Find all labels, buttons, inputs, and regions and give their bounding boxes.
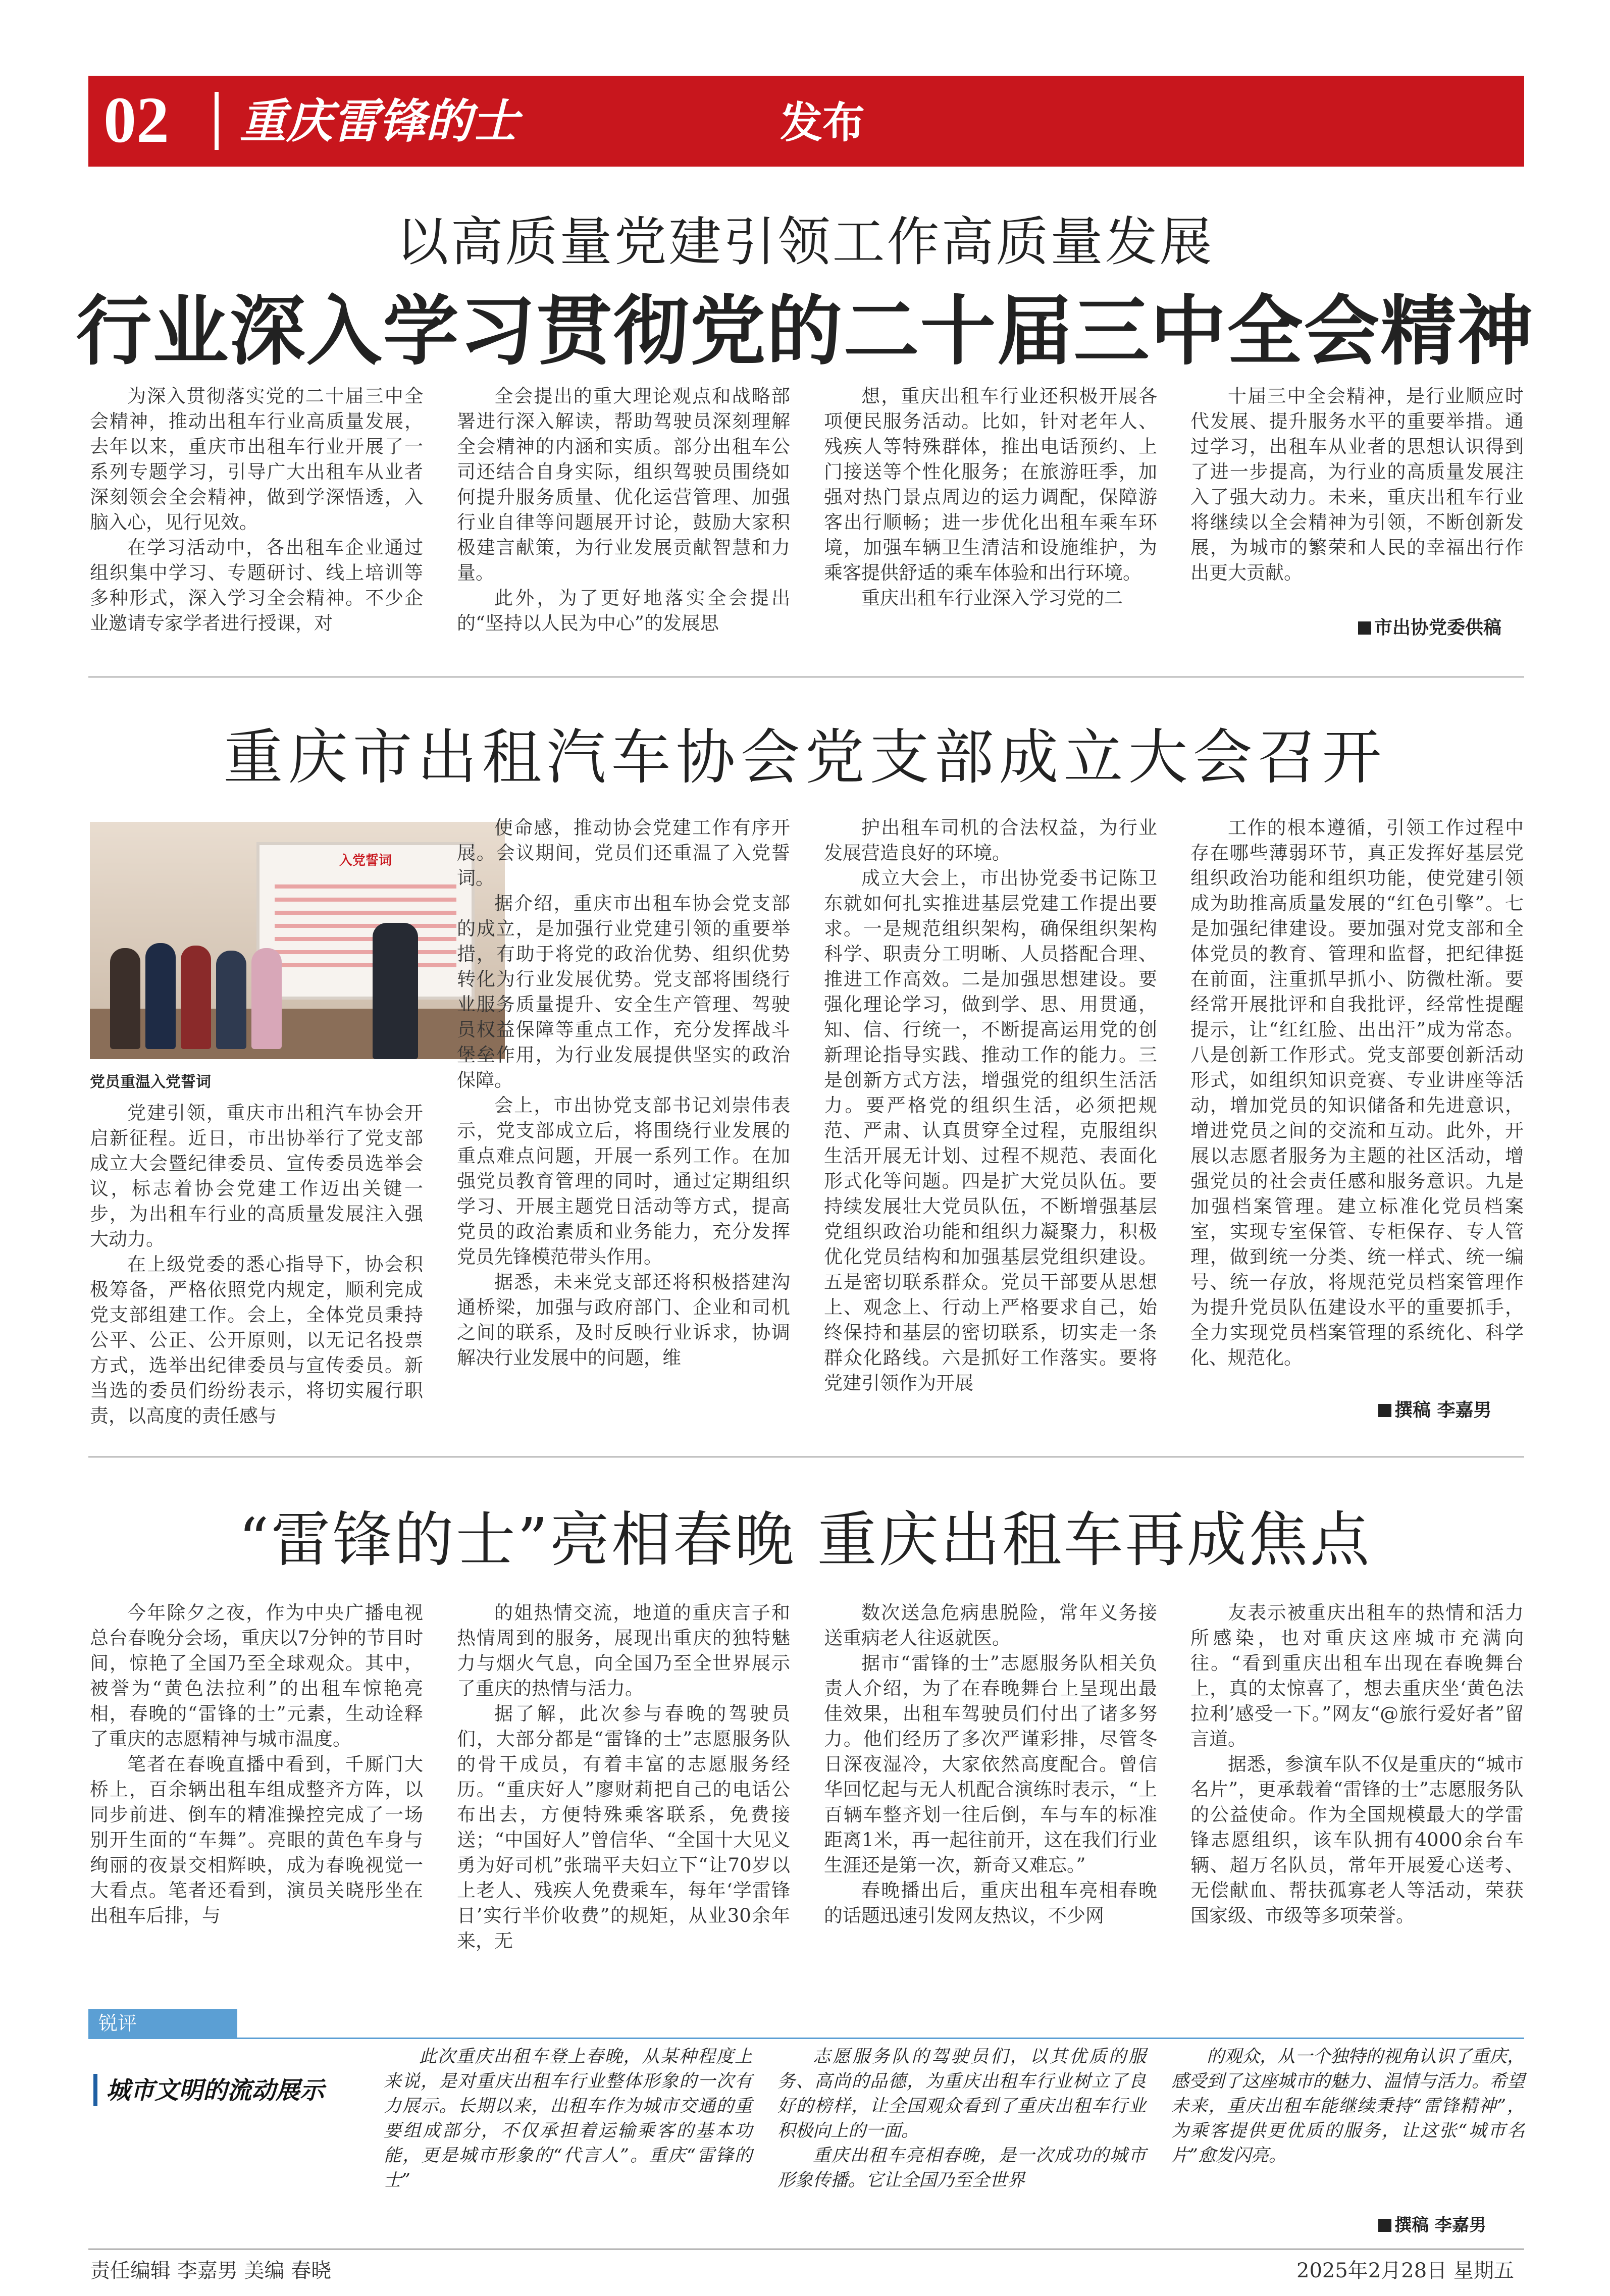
section-label: 发布 [780, 97, 865, 147]
article2-col-2 [457, 815, 790, 1371]
footer-date: 2025年2月28日 星期五 [1296, 2259, 1514, 2282]
commentary-col-2 [777, 2045, 1146, 2193]
credit-text: 市出协党委供稿 [1374, 617, 1502, 638]
person-figure [216, 951, 246, 1049]
article3-col-3 [824, 1600, 1157, 1928]
person-figure [110, 948, 140, 1049]
paragraph: 数次送急危病患脱险，常年义务接送重病老人往返就医。 [824, 1602, 1157, 1649]
article1-col-2 [457, 384, 790, 636]
paragraph: 的观众，从一个独特的视角认识了重庆，感受到了这座城市的魅力、温情与活力。希望未来，重庆出租车能继续秉持“雷锋精神”，为乘客提供更优质的服务，让这张“城市名片”愈发闪亮。 [1171, 2047, 1525, 2166]
commentary-col-1 [384, 2045, 752, 2193]
paragraph: 工作的根本遵循，引领工作过程中存在哪些薄弱环节，真正发挥好基层党组织政治功能和组织功能，使党建引领成为助推高质量发展的“红色引擎”。七是加强纪律建设。要加强对党支部和全体党员的教育、管理和监督，把纪律挺在前面，注重抓早抓小、防微杜渐。要经常开展批评和自我批评，经常性提醒提示，让“红红脸、出出汗”成为常态。八是创新工作形式。党支部要创新活动形式，如组织知识竞赛、专业讲座等活动，增加党员的知识储备和先进意识，增进党员之间的交流和互动。此外，开展以志愿者服务为主题的社区活动，增强党员的社会责任感和服务意识。九是加强档案管理。建立标准化党员档案室，实现专室保管、专柜保存、专人管理，做到统一分类、统一样式、统一编号、统一存放，将规范党员档案管理作为提升党员队伍建设水平的重要抓手，全力实现党员档案管理的系统化、科学化、规范化。 [1190, 817, 1524, 1369]
person-figure [181, 946, 211, 1049]
commentary-rule [88, 2038, 1524, 2039]
paragraph: 据悉，参演车队不仅是重庆的“城市名片”，更承载着“雷锋的士”志愿服务队的公益使命。作为全国规模最大的学雷锋志愿组织，该车队拥有4000余台车辆、超万名队员，常年开展爱心送考、无偿献血、帮扶孤寡老人等活动，荣获国家级、市级等多项荣誉。 [1190, 1753, 1524, 1926]
paragraph: 友表示被重庆出租车的热情和活力所感染，也对重庆这座城市充满向往。“看到重庆出租车出现在春晚舞台上，真的太惊喜了，想去重庆坐‘黄色法拉利’感受一下。”网友“@旅行爱好者”留言道。 [1190, 1602, 1524, 1750]
paragraph: 护出租车司机的合法权益，为行业发展营造良好的环境。 [824, 817, 1157, 864]
masthead-divider [215, 92, 219, 150]
paragraph: 据介绍，重庆市出租车协会党支部的成立，是加强行业党建引领的重要举措，有助于将党的政治优势、组织优势转化为行业发展优势。党支部将围绕行业服务质量提升、安全生产管理、驾驶员权益保障等重点工作，充分发挥战斗堡垒作用，为行业发展提供坚实的政治保障。 [457, 893, 790, 1091]
article2-title: 重庆市出租汽车协会党支部成立大会召开 [223, 722, 1387, 792]
paragraph: 全会提出的重大理论观点和战略部署进行深入解读，帮助驾驶员深刻理解全会精神的内涵和实质。部分出租车公司还结合自身实际，组织驾驶员围绕如何提升服务质量、优化运营管理、加强行业自律等问题展开讨论，鼓励大家积极建言献策，为行业发展贡献智慧和力量。 [457, 385, 790, 584]
oath-board [256, 842, 475, 1000]
commentary-title-bar [93, 2074, 97, 2106]
paragraph: 十届三中全会精神，是行业顺应时代发展、提升服务水平的重要举措。通过学习，出租车从业者的思想认识得到了进一步提高，为行业的高质量发展注入了强大动力。未来，重庆出租车行业将继续以全会精神为引领，不断创新发展，为城市的繁荣和人民的幸福出行作出更大贡献。 [1190, 385, 1524, 584]
article2-col-3 [824, 815, 1157, 1396]
paragraph: 成立大会上，市出协党委书记陈卫东就如何扎实推进基层党建工作提出要求。一是规范组织架构，确保组织架构科学、职责分工明晰、人员搭配合理、推进工作高效。二是加强思想建设。要强化理论学习，做到学、思、用贯通，知、信、行统一，不断提高运用党的创新理论指导实践、推动工作的能力。三是创新方式方法，增强党的组织生活活力。要严格党的组织生活，必须把规范、严肃、认真贯穿全过程，克服组织生活开展无计划、过程不规范、表面化形式化等问题。四是扩大党员队伍。要持续发展壮大党员队伍，不断增强基层党组织政治功能和组织力凝聚力，积极优化党员结构和加强基层党组织建设。五是密切联系群众。党员干部要从思想上、观念上、行动上严格要求自己，始终保持和基层的密切联系，切实走一条群众化路线。六是抓好工作落实。要将党建引领作为开展 [824, 867, 1157, 1394]
paragraph: 想，重庆出租车行业还积极开展各项便民服务活动。比如，针对老年人、残疾人等特殊群体，推出电话预约、上门接送等个性化服务；在旅游旺季，加强对热门景点周边的运力调配，保障游客出行顺畅；进一步优化出租车乘车环境，加强车辆卫生清洁和设施维护，为乘客提供舒适的乘车体验和出行环境。 [824, 385, 1157, 584]
paragraph: 志愿服务队的驾驶员们，以其优质的服务、高尚的品德，为重庆出租车行业树立了良好的榜样，让全国观众看到了重庆出租车行业积极向上的一面。 [777, 2047, 1146, 2141]
commentary-col-3 [1171, 2045, 1525, 2168]
paragraph: 春晚播出后，重庆出租车亮相春晚的话题迅速引发网友热议，不少网 [824, 1880, 1157, 1926]
oath-board-title: 入党誓词 [339, 853, 392, 868]
paragraph: 为深入贯彻落实党的二十届三中全会精神，推动出租车行业高质量发展，去年以来，重庆市出租车行业开展了一系列专题学习，引导广大出租车从业者深刻领会全会精神，做到学深悟透，入脑入心，见行见效。 [90, 385, 423, 533]
paragraph: 会上，市出协党支部书记刘崇伟表示，党支部成立后，将围绕行业发展的重点难点问题，开展一系列工作。在加强党员教育管理的同时，通过定期组织学习、开展主题党日活动等方式，提高党员的政治素质和业务能力，充分发挥党员先锋模范带头作用。 [457, 1094, 790, 1268]
person-figure [145, 943, 176, 1049]
paragraph: 此外，为了更好地落实全会提出的“坚持以人民为中心”的发展思 [457, 587, 790, 634]
paragraph: 在学习活动中，各出租车企业通过组织集中学习、专题研讨、线上培训等多种形式，深入学习全会精神。不少企业邀请专家学者进行授课，对 [90, 537, 423, 634]
party-oath-photo [90, 822, 505, 1059]
credit-square-icon [1358, 621, 1371, 635]
credit-square-icon [1378, 2219, 1391, 2232]
oath-board-text [275, 875, 456, 976]
article2-credit [1378, 1396, 1492, 1422]
masthead-bar [88, 76, 1524, 167]
photo-caption: 党员重温入党誓词 [90, 1073, 211, 1091]
paragraph: 重庆出租车行业深入学习党的二 [861, 587, 1123, 609]
credit-text: 撰稿 李嘉男 [1394, 2215, 1486, 2235]
commentary-credit [1378, 2211, 1486, 2236]
article1-col-4 [1190, 384, 1524, 586]
article2-col-1 [90, 1101, 423, 1429]
paragraph: 使命感，推动协会党建工作有序开展。会议期间，党员们还重温了入党誓词。 [457, 817, 790, 889]
person-figure [373, 923, 418, 1059]
article1-kicker: 以高质量党建引领工作高质量发展 [396, 211, 1214, 273]
paragraph: 据市“雷锋的士”志愿服务队相关负责人介绍，为了在春晚舞台上呈现出最佳效果，出租车驾驶员们付出了诸多努力。他们经历了多次严谨彩排，尽管冬日深夜湿冷，大家依然高度配合。曾信华回忆起与无人机配合演练时表示，“上百辆车整齐划一往后倒，车与车的标准距离1米，再一起往前开，这在我们行业生涯还是第一次，新奇又难忘。” [824, 1652, 1157, 1876]
article1-headline: 行业深入学习贯彻党的二十届三中全会精神 [76, 287, 1534, 376]
paragraph: 据了解，此次参与春晚的驾驶员们，大部分都是“雷锋的士”志愿服务队的骨干成员，有着丰富的志愿服务经历。“重庆好人”廖财莉把自己的电话公布出去，方便特殊乘客联系，免费接送；“中国好人”曾信华、“全国十大见义勇为好司机”张瑞平夫妇立下“让70岁以上老人、残疾人免费乘车，每年‘学雷锋日’实行半价收费”的规矩，从业30余年来，无 [457, 1703, 790, 1952]
paragraph: 在上级党委的悉心指导下，协会积极筹备，严格依照党内规定，顺利完成党支部组建工作。会上，全体党员秉持公平、公正、公开原则，以无记名投票方式，选举出纪律委员与宣传委员。新当选的委员们纷纷表示，将切实履行职责，以高度的责任感与 [90, 1254, 423, 1427]
section-divider [88, 676, 1524, 677]
paragraph: 今年除夕之夜，作为中央广播电视总台春晚分会场，重庆以7分钟的节目时间，惊艳了全国乃至全球观众。其中，被誉为“黄色法拉利”的出租车惊艳亮相，春晚的“雷锋的士”元素，生动诠释了重庆的志愿精神与城市温度。 [90, 1602, 423, 1750]
paragraph: 笔者在春晚直播中看到，千厮门大桥上，百余辆出租车组成整齐方阵，以同步前进、倒车的精准操控完成了一场别开生面的“车舞”。亮眼的黄色车身与绚丽的夜景交相辉映，成为春晚视觉一大看点。笔者还看到，演员关晓彤坐在出租车后排，与 [90, 1753, 423, 1926]
commentary-title: 城市文明的流动展示 [106, 2076, 325, 2105]
article2-col-4 [1190, 815, 1524, 1371]
footer-rule [88, 2249, 1524, 2250]
article3-col-4 [1190, 1600, 1524, 1928]
credit-text: 撰稿 李嘉男 [1394, 1399, 1492, 1421]
paragraph: 此次重庆出租车登上春晚，从某种程度上来说，是对重庆出租车行业整体形象的一次有力展示。长期以来，出租车作为城市交通的重要组成部分，不仅承担着运输乘客的基本功能，更是城市形象的“代言人”。重庆“雷锋的士” [384, 2047, 752, 2190]
article1-col-3 [824, 384, 1157, 611]
paragraph: 党建引领，重庆市出租汽车协会开启新征程。近日，市出协举行了党支部成立大会暨纪律委员、宣传委员选举会议，标志着协会党建工作迈出关键一步，为出租车行业的高质量发展注入强大动力。 [90, 1102, 423, 1250]
page-number: 02 [103, 84, 169, 156]
footer-editors: 责任编辑 李嘉男 美编 春晓 [90, 2259, 332, 2282]
paragraph: 重庆出租车亮相春晚，是一次成功的城市形象传播。它让全国乃至全世界 [777, 2146, 1146, 2190]
paragraph: 据悉，未来党支部还将积极搭建沟通桥梁，加强与政府部门、企业和司机之间的联系，及时反映行业诉求，协调解决行业发展中的问题，维 [457, 1271, 790, 1369]
article3-title: “雷锋的士”亮相春晚 重庆出租车再成焦点 [238, 1505, 1372, 1575]
article3-col-1 [90, 1600, 423, 1928]
article3-col-2 [457, 1600, 790, 1954]
paragraph: 的姐热情交流，地道的重庆言子和热情周到的服务，展现出重庆的独特魅力与烟火气息，向全国乃至全世界展示了重庆的热情与活力。 [457, 1602, 790, 1699]
commentary-tag: 锐评 [88, 2009, 237, 2038]
credit-square-icon [1378, 1404, 1391, 1417]
person-figure [251, 948, 282, 1049]
article1-col-1 [90, 384, 423, 636]
article1-credit [1358, 613, 1501, 639]
paper-name-logo: 重庆雷锋的士 [240, 94, 519, 148]
section-divider [88, 1456, 1524, 1457]
